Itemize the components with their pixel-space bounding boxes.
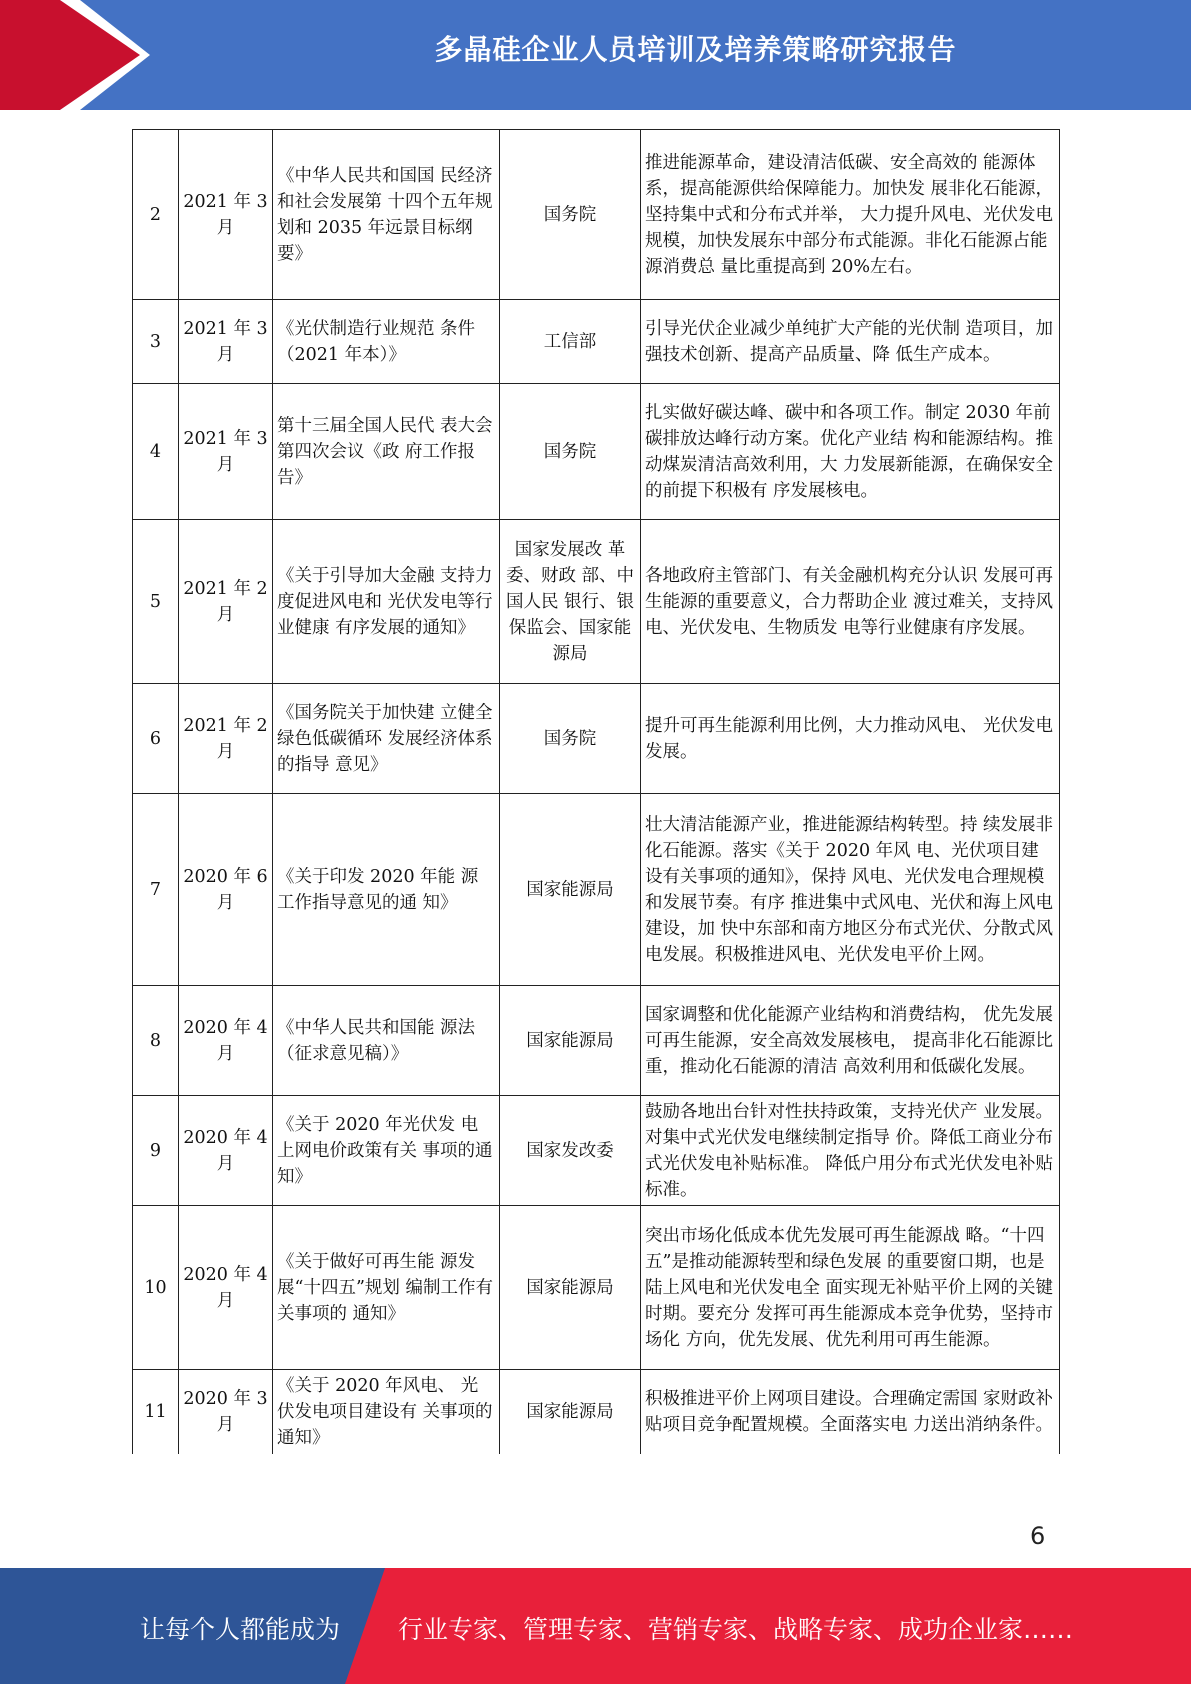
row-number: 2 xyxy=(133,130,179,300)
page-footer xyxy=(0,1568,1191,1684)
table-row xyxy=(133,1096,1060,1206)
row-issuer: 国家能源局 xyxy=(500,986,641,1096)
table-row xyxy=(133,384,1060,520)
row-document-name: 第十三届全国人民代 表大会第四次会议《政 府工作报告》 xyxy=(273,384,500,520)
row-number: 8 xyxy=(133,986,179,1096)
row-date: 2020 年 3 月 xyxy=(179,1370,273,1454)
row-date: 2021 年 3 月 xyxy=(179,384,273,520)
row-content: 推进能源革命，建设清洁低碳、安全高效的 能源体系，提高能源供给保障能力。加快发 展非化石能源，坚持集中式和分布式并举， 大力提升风电、光伏发电规模，加快发展东中部分布式能源。非化石能源占能源消费总 量比重提高到 20%左右。 xyxy=(641,130,1060,300)
row-number: 4 xyxy=(133,384,179,520)
policy-table xyxy=(132,129,1060,1454)
row-number: 11 xyxy=(133,1370,179,1454)
table-row xyxy=(133,684,1060,794)
row-document-name: 《关于做好可再生能 源发展“十四五”规划 编制工作有关事项的 通知》 xyxy=(273,1206,500,1370)
row-document-name: 《光伏制造行业规范 条件（2021 年本）》 xyxy=(273,300,500,384)
footer-slogan-right: 行业专家、管理专家、营销专家、战略专家、成功企业家…… xyxy=(398,1615,1074,1644)
row-date: 2021 年 2 月 xyxy=(179,684,273,794)
row-date: 2021 年 2 月 xyxy=(179,520,273,684)
row-issuer: 国务院 xyxy=(500,130,641,300)
row-number: 5 xyxy=(133,520,179,684)
row-date: 2020 年 4 月 xyxy=(179,1206,273,1370)
row-number: 3 xyxy=(133,300,179,384)
row-number: 6 xyxy=(133,684,179,794)
row-number: 10 xyxy=(133,1206,179,1370)
row-number: 9 xyxy=(133,1096,179,1206)
table-row xyxy=(133,300,1060,384)
row-issuer: 国家能源局 xyxy=(500,1370,641,1454)
row-content: 引导光伏企业减少单纯扩大产能的光伏制 造项目，加强技术创新、提高产品质量、降 低生产成本。 xyxy=(641,300,1060,384)
row-document-name: 《国务院关于加快建 立健全绿色低碳循环 发展经济体系的指导 意见》 xyxy=(273,684,500,794)
row-issuer: 国家能源局 xyxy=(500,794,641,986)
table-row xyxy=(133,1370,1060,1454)
row-number: 7 xyxy=(133,794,179,986)
row-document-name: 《关于 2020 年光伏发 电上网电价政策有关 事项的通知》 xyxy=(273,1096,500,1206)
row-document-name: 《中华人民共和国能 源法（征求意见稿）》 xyxy=(273,986,500,1096)
table-row xyxy=(133,130,1060,300)
row-content: 积极推进平价上网项目建设。合理确定需国 家财政补贴项目竞争配置规模。全面落实电 力送出消纳条件。 xyxy=(641,1370,1060,1454)
row-date: 2021 年 3 月 xyxy=(179,300,273,384)
page-number: 6 xyxy=(1030,1522,1046,1550)
table-row xyxy=(133,794,1060,986)
report-title: 多晶硅企业人员培训及培养策略研究报告 xyxy=(434,33,957,66)
table-row xyxy=(133,520,1060,684)
row-issuer: 国务院 xyxy=(500,684,641,794)
row-document-name: 《关于印发 2020 年能 源工作指导意见的通 知》 xyxy=(273,794,500,986)
row-content: 扎实做好碳达峰、碳中和各项工作。制定 2030 年前碳排放达峰行动方案。优化产业结 构和能源结构。推动煤炭清洁高效利用，大 力发展新能源，在确保安全的前提下积极有 序发展核电。 xyxy=(641,384,1060,520)
row-date: 2020 年 4 月 xyxy=(179,1096,273,1206)
row-document-name: 《关于 2020 年风电、 光伏发电项目建设有 关事项的通知》 xyxy=(273,1370,500,1454)
row-content: 提升可再生能源利用比例，大力推动风电、 光伏发电发展。 xyxy=(641,684,1060,794)
row-content: 各地政府主管部门、有关金融机构充分认识 发展可再生能源的重要意义，合力帮助企业 渡过难关，支持风电、光伏发电、生物质发 电等行业健康有序发展。 xyxy=(641,520,1060,684)
row-content: 壮大清洁能源产业，推进能源结构转型。持 续发展非化石能源。落实《关于 2020 年风 电、光伏项目建设有关事项的通知》，保持 风电、光伏发电合理规模和发展节奏。有序 推进集中式风电、光伏和海上风电建设，加 快中东部和南方地区分布式光伏、分散式风 电发展。积极推进风电、光伏发电平价上网。 xyxy=(641,794,1060,986)
row-issuer: 国家发改委 xyxy=(500,1096,641,1206)
table-row xyxy=(133,1206,1060,1370)
row-content: 突出市场化低成本优先发展可再生能源战 略。“十四五”是推动能源转型和绿色发展 的重要窗口期，也是陆上风电和光伏发电全 面实现无补贴平价上网的关键时期。要充分 发挥可再生能源成本竞争优势，坚持市场化 方向，优先发展、优先利用可再生能源。 xyxy=(641,1206,1060,1370)
row-content: 鼓励各地出台针对性扶持政策，支持光伏产 业发展。对集中式光伏发电继续制定指导 价。降低工商业分布式光伏发电补贴标准。 降低户用分布式光伏发电补贴标准。 xyxy=(641,1096,1060,1206)
row-date: 2020 年 4 月 xyxy=(179,986,273,1096)
row-document-name: 《关于引导加大金融 支持力度促进风电和 光伏发电等行业健康 有序发展的通知》 xyxy=(273,520,500,684)
footer-slogan-left: 让每个人都能成为 xyxy=(140,1615,341,1644)
row-issuer: 国务院 xyxy=(500,384,641,520)
row-date: 2021 年 3 月 xyxy=(179,130,273,300)
page-header xyxy=(0,0,1191,110)
row-issuer: 国家能源局 xyxy=(500,1206,641,1370)
row-date: 2020 年 6 月 xyxy=(179,794,273,986)
row-document-name: 《中华人民共和国国 民经济和社会发展第 十四个五年规划和 2035 年远景目标纲要》 xyxy=(273,130,500,300)
row-issuer: 工信部 xyxy=(500,300,641,384)
row-content: 国家调整和优化能源产业结构和消费结构， 优先发展可再生能源，安全高效发展核电， 提高非化石能源比重，推动化石能源的清洁 高效利用和低碳化发展。 xyxy=(641,986,1060,1096)
row-issuer: 国家发展改 革委、财政 部、中国人民 银行、银保监会、国家能源局 xyxy=(500,520,641,684)
table-row xyxy=(133,986,1060,1096)
